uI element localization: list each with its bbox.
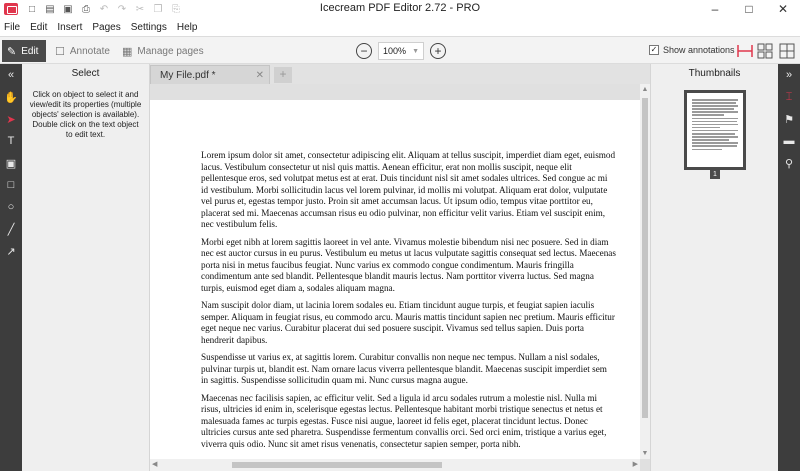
tab-label: My File.pdf * [160, 69, 216, 81]
print-icon[interactable]: ⎙ [82, 3, 90, 15]
menu-bar [0, 18, 800, 36]
minimize-icon[interactable]: – [711, 2, 719, 16]
window-title: Icecream PDF Editor 2.72 - PRO [319, 2, 481, 14]
menu-help[interactable]: Help [176, 21, 198, 33]
chevron-down-icon: ▼ [412, 47, 419, 55]
collapse-left-icon[interactable]: « [7, 69, 15, 81]
horizontal-scroll-thumb[interactable] [232, 462, 442, 468]
left-tool-strip [0, 64, 22, 471]
pdf-page[interactable] [150, 100, 640, 459]
open-folder-icon[interactable]: ▤ [45, 3, 55, 15]
line-tool-icon[interactable]: ╱ [7, 223, 15, 236]
save-icon[interactable]: ▣ [63, 3, 73, 15]
pencil-icon: ✎ [7, 45, 17, 58]
menu-settings[interactable]: Settings [130, 21, 167, 33]
show-annotations-toggle[interactable] [649, 45, 735, 55]
show-annotations-label: Show annotations [663, 45, 735, 55]
zoom-select[interactable] [378, 42, 424, 60]
select-panel-help: Click on object to select it and view/edit its properties (multiple objects' selection is available). Double click on the text object to edit text. [29, 90, 142, 139]
paragraph[interactable]: Suspendisse ut varius ex, at sagittis lorem. Curabitur convallis non neque nec tempus. Nullam a nisl sodales, pulvinar turpis ut, blandit est. Nam ornare lacus viverra pellentesque blandit. Maecenas suscipit imperdiet sem in sagittis. Suspendisse sollicitudin quam mi. Nunc cursus magna augue. [201, 352, 607, 385]
right-tool-strip [778, 64, 800, 471]
add-tab-button[interactable]: + [274, 67, 292, 83]
title-bar [0, 0, 800, 18]
annotate-mode-button[interactable] [50, 40, 115, 62]
vertical-scrollbar[interactable] [640, 84, 650, 459]
vertical-scroll-thumb[interactable] [642, 98, 648, 418]
document-tab-bar [150, 64, 650, 84]
comment-icon: ☐ [55, 45, 65, 58]
scroll-right-icon[interactable]: ▶ [632, 461, 638, 468]
edit-mode-button[interactable] [2, 40, 46, 62]
horizontal-scrollbar[interactable] [150, 459, 640, 471]
paragraph[interactable]: Maecenas nec facilisis sapien, ac efficitur velit. Sed a ligula id arcu sodales rutrum a molestie nisl. Nulla mi risus, ultricies id enim in, scelerisque egestas lectus. Pellentesque habitant morbi tristique senectus et netus et malesuada fames ac turpis egestas. Fusce nisi augue, laoreet id felis eget, placerat tincidunt lectus. Donec ultricies cursus ante sed pharetra. Suspendisse fermentum convallis orci. Sed orci enim, tristique a varius eget, viverra quis odio. Nunc sit amet risus venenatis, consectetur sapien semper, porta nibh. [201, 392, 607, 449]
menu-file[interactable]: File [4, 21, 21, 33]
image-tool-icon[interactable]: ▣ [5, 157, 17, 170]
paragraph[interactable]: Nam suscipit dolor diam, ut lacinia lorem sodales eu. Etiam tincidunt augue turpis, et feugiat sapien iaculis semper. Aliquam in feugiat risus, eu commodo arcu. Mauris mattis tincidunt sapien nec pretium. Mauris efficitur eget neque nec varius. Curabitur placerat dui sed posuere suscipit. Vivamus sed tellus sapien. Duis porta hendrerit dapibus. [201, 300, 615, 345]
comments-icon[interactable]: ▬ [783, 135, 795, 147]
grid-view-icon[interactable] [779, 43, 795, 59]
maximize-icon[interactable]: □ [745, 2, 753, 16]
text-tool-icon[interactable]: T [7, 135, 15, 147]
zoom-out-icon[interactable]: − [356, 43, 372, 59]
close-icon[interactable]: ✕ [777, 2, 789, 16]
zoom-controls [356, 41, 446, 61]
quick-access-toolbar [26, 3, 182, 15]
new-file-icon[interactable]: □ [28, 3, 36, 15]
bookmark-icon[interactable]: ⚑ [784, 113, 794, 126]
edit-mode-label: Edit [21, 45, 39, 57]
select-panel [22, 64, 150, 471]
undo-icon[interactable]: ↶ [99, 3, 109, 15]
collapse-right-icon[interactable]: » [785, 69, 793, 81]
close-tab-icon[interactable]: ✕ [255, 69, 264, 81]
search-icon[interactable]: ⚲ [784, 157, 794, 170]
show-annotations-checkbox[interactable]: ✓ [650, 45, 658, 54]
select-panel-title: Select [71, 68, 100, 79]
manage-pages-mode-label: Manage pages [137, 45, 204, 57]
thumbnails-panel [650, 64, 778, 471]
thumbnails-title: Thumbnails [688, 68, 741, 79]
paragraph[interactable]: Lorem ipsum dolor sit amet, consectetur adipiscing elit. Aliquam at tellus suscipit, imperdiet diam eget, euismod lacus. Vestibulum consectetur ut nisl quis mattis. Aenean efficitur, erat non mollis suscipit, neque elit pellentesque eros, sed volutpat metus est at erat. Duis tincidunt nisl sit amet sodales ultrices. Sed congue ac mi id vestibulum. Morbi sollicitudin lacus vel lorem pulvinar, id mollis mi volutpat. Aliquam erat dolor, vulputate vel purus et, egestas tempor justo. Proin sit amet accumsan lacus. Ut ipsum odio, tempus vitae porttitor eu, placerat sed mi. Maecenas accumsan risus eu odio pulvinar, non efficitur velit varius. Etiam vel suscipit enim, nec vestibulum felis. [201, 150, 616, 229]
tab-my-file[interactable] [150, 65, 270, 84]
app-logo-icon [4, 3, 18, 15]
scroll-up-icon[interactable]: ▲ [641, 86, 649, 93]
zoom-in-icon[interactable]: + [430, 43, 446, 59]
main-toolbar [0, 36, 800, 64]
menu-edit[interactable]: Edit [30, 21, 48, 33]
hand-tool-icon[interactable]: ✋ [4, 91, 18, 104]
page-number-badge: 1 [710, 170, 720, 179]
paragraph[interactable]: Morbi eget nibh at lorem sagittis laoreet in vel ante. Vivamus molestie bibendum nisi nec posuere. Sed in diam nec est auctor cursus in eu purus. Vestibulum eu metus ut lacus vulputate sagittis consequat sed lectus. Maecenas porta nisi in metus faucibus feugiat. Nunc varius ex commodo congue condimentum. Mauris fringilla condimentum ante sed blandit. Pellentesque blandit mauris lectus. Nam porttitor viverra luctus. Sed magna turpis, euismod eget diam a, sodales aliquam magna. [201, 236, 616, 293]
ellipse-tool-icon[interactable]: ○ [7, 201, 15, 213]
copy-icon[interactable]: ❐ [153, 3, 163, 15]
manage-pages-mode-button[interactable] [117, 40, 209, 62]
document-viewport[interactable] [150, 84, 650, 471]
scroll-left-icon[interactable]: ◀ [152, 461, 158, 468]
page-size-icon[interactable]: ⌶ [785, 90, 793, 103]
window-controls [698, 0, 800, 18]
pages-grid-icon: ▦ [122, 45, 133, 58]
two-page-view-icon[interactable] [757, 43, 773, 59]
fit-width-icon[interactable] [737, 43, 753, 59]
cut-icon[interactable]: ✂ [135, 3, 145, 15]
page-text[interactable] [201, 150, 616, 450]
arrow-tool-icon[interactable]: ↗ [6, 245, 16, 258]
paste-icon[interactable]: ⎘ [172, 3, 180, 15]
menu-insert[interactable]: Insert [57, 21, 83, 33]
page-thumbnail[interactable] [684, 90, 746, 170]
menu-pages[interactable]: Pages [92, 21, 121, 33]
annotate-mode-label: Annotate [69, 45, 110, 57]
scroll-down-icon[interactable]: ▼ [641, 450, 649, 457]
redo-icon[interactable]: ↷ [117, 3, 127, 15]
select-arrow-icon[interactable]: ➤ [6, 113, 16, 126]
rectangle-tool-icon[interactable]: □ [7, 179, 15, 191]
zoom-value: 100% [383, 46, 407, 56]
